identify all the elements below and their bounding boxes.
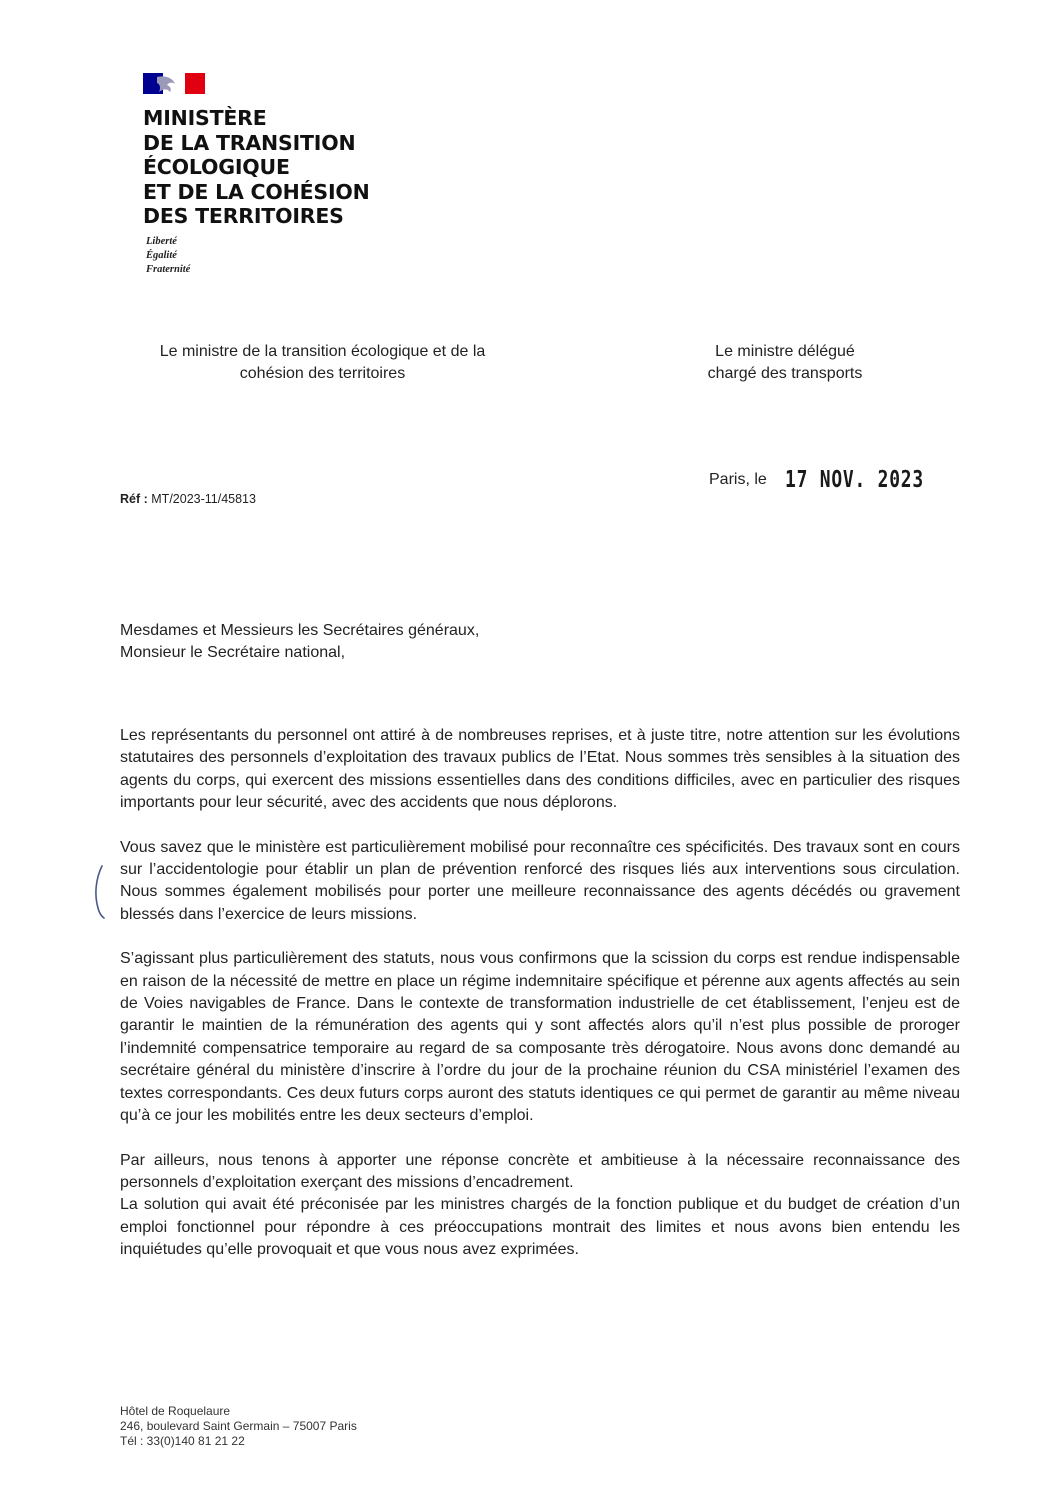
signatory-line: chargé des transports [707, 365, 863, 382]
ministry-line: MINISTÈRE [143, 106, 267, 130]
motto-liberte: Liberté [146, 236, 177, 247]
body-paragraph: Par ailleurs, nous tenons à apporter une réponse concrète et ambitieuse à la nécessaire reconnaissance des personnels d’exploitation exerçant des missions d’encadrement. [120, 1151, 960, 1191]
signatory-line: Le ministre de la transition écologique et de la [159, 343, 486, 360]
salutation-line: Monsieur le Secrétaire national, [120, 644, 346, 661]
ministry-line: ET DE LA COHÉSION [143, 179, 370, 204]
ministry-name [143, 106, 503, 229]
date-stamp: 17 NOV. 2023 [784, 467, 924, 493]
motto-egalite: Égalité [146, 250, 177, 261]
reference-number [120, 492, 256, 506]
letter-body [120, 725, 960, 1284]
salutation-line: Mesdames et Messieurs les Secrétaires généraux, [120, 622, 480, 639]
reference-value: MT/2023-11/45813 [151, 492, 256, 506]
signatory-minister [110, 341, 535, 385]
signatory-line: Le ministre délégué [715, 343, 855, 360]
letter-date [709, 467, 969, 493]
signatory-line: cohésion des territoires [239, 365, 406, 382]
handwritten-margin-bracket [92, 864, 106, 920]
footer-line: Tél : 33(0)140 81 21 22 [120, 1434, 245, 1448]
reference-label: Réf : [120, 492, 148, 506]
marianne-flag-logo [143, 73, 205, 94]
ministry-line: DES TERRITOIRES [143, 204, 344, 228]
body-paragraph: La solution qui avait été préconisée par les ministres chargés de la fonction publique et du budget de création d’un emploi fonctionnel pour répondre à ces préoccupations montrait des limites et nous avons bien entendu les inquiétudes qu’elle provoquait et que vous nous avez exprimées. [120, 1196, 960, 1259]
republic-motto [146, 235, 266, 277]
ministry-line: DE LA TRANSITION [143, 130, 356, 155]
body-paragraph: Vous savez que le ministère est particulièrement mobilisé pour reconnaître ces spécificités. Des travaux sont en cours sur l’accidentologie pour établir un plan de prévention renforcé des risques liés aux interventions sous circulation. Nous sommes également mobilisés pour porter une meilleure reconnaissance des agents décédés ou gravement blessés dans l’exercice de leurs missions. [120, 838, 960, 923]
date-label: Paris, le [709, 471, 767, 488]
ministry-line: ÉCOLOGIQUE [143, 155, 290, 179]
salutation [120, 620, 820, 664]
body-paragraph: Les représentants du personnel ont attiré à de nombreuses reprises, et à juste titre, notre attention sur les évolutions statutaires des personnels d’exploitation des travaux publics de l’Etat. Nous sommes très sensibles à la situation des agents du corps, qui exercent des missions essentielles dans des conditions difficiles, avec en particulier des risques importants pour leur sécurité, avec des accidents que nous déplorons. [120, 727, 960, 812]
body-paragraph: S’agissant plus particulièrement des statuts, nous vous confirmons que la scission du corps est rendue indispensable en raison de la nécessité de mettre en place un régime indemnitaire spécifique et pérenne aux agents affectés au sein de Voies navigables de France. Dans le contexte de transformation industrielle de cet établissement, l’enjeu est de garantir le maintien de la rémunération des agents qui y sont affectés alors qu’il n’est plus possible de proroger l’indemnité compensatrice temporaire au regard de sa composante très dérogatoire. Nous avons donc demandé au secrétaire général du ministère d’inscrire à l’ordre du jour de la prochaine réunion du CSA ministériel l’examen des textes correspondants. Ces deux futurs corps auront des statuts identiques ce qui permet de garantir au même niveau qu’à ce jour les mobilités entre les deux secteurs d’emploi. [120, 950, 960, 1125]
footer-address [120, 1404, 357, 1449]
motto-fraternite: Fraternité [146, 264, 191, 275]
signatory-delegate-minister [660, 341, 910, 385]
footer-line: 246, boulevard Saint Germain – 75007 Paris [120, 1419, 357, 1433]
footer-line: Hôtel de Roquelaure [120, 1404, 231, 1418]
